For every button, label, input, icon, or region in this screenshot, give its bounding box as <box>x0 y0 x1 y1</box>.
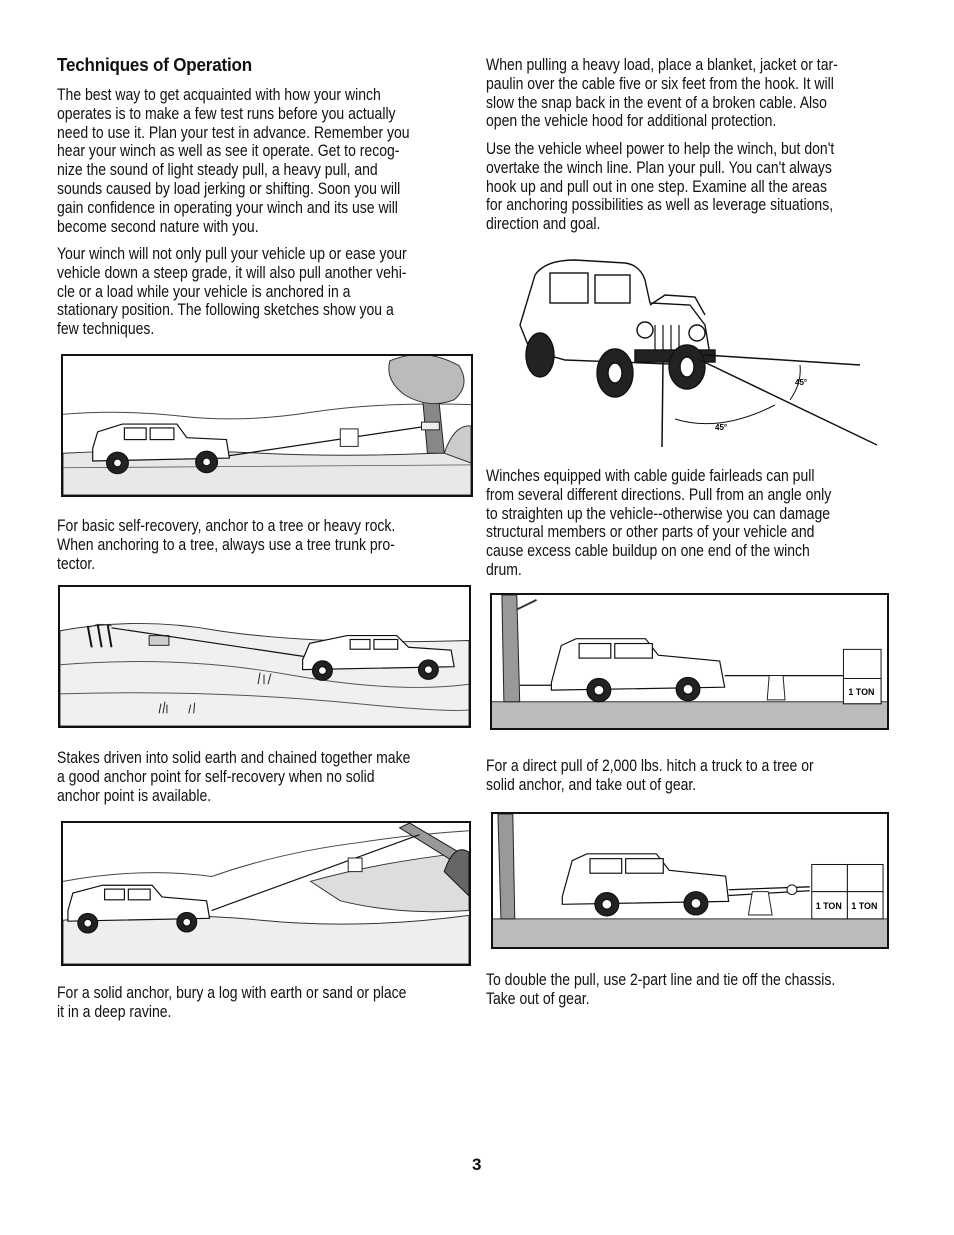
tree-anchor-caption: For basic self-recovery, anchor to a tree or heavy rock. When anchoring to a tree, always use a tree trunk pro- tector. <box>57 517 396 573</box>
stakes-anchor-illustration <box>58 585 471 728</box>
load-label-single: 1 TON <box>848 687 875 697</box>
double-pull-illustration <box>491 812 889 949</box>
double-pull-caption: To double the pull, use 2-part line and tie off the chassis. Take out of gear. <box>486 971 836 1008</box>
direct-pull-illustration <box>490 593 889 730</box>
page-number: 3 <box>472 1155 482 1174</box>
tree-anchor-illustration <box>61 354 473 497</box>
wheel-power-paragraph: Use the vehicle wheel power to help the winch, but don't overtake the winch line. Plan your pull. You can't always hook up and pull out in one step. Examine all the areas for anchoring possibilities as well as leverage situations, direction and goal. <box>486 140 835 234</box>
fairlead-paragraph: Winches equipped with cable guide fairleads can pull from several different directions. Pull from an angle only to straighten up the vehicle--otherwise you can damage structural members or other parts of your vehicle and cause excess cable buildup on one end of the winch drum. <box>486 467 832 579</box>
techniques-paragraph: Your winch will not only pull your vehicle up or ease your vehicle down a steep grade, it will also pull another vehi- cle or a load while your vehicle is anchored in a stationary position. The following sketches show you a few techniques. <box>57 245 407 339</box>
load-label-double-b: 1 TON <box>851 901 878 912</box>
stakes-anchor-caption: Stakes driven into solid earth and chained together make a good anchor point for self-recovery when no solid anchor point is available. <box>57 749 411 805</box>
buried-log-caption: For a solid anchor, bury a log with earth or sand or place it in a deep ravine. <box>57 984 407 1021</box>
angle-label-upper: 45° <box>795 378 808 387</box>
page-heading: Techniques of Operation <box>57 54 252 75</box>
heavy-load-paragraph: When pulling a heavy load, place a blanket, jacket or tar- paulin over the cable five or six feet from the hook. It will slow the snap back in the event of a broken cable. Also open the vehicle hood for additional protection. <box>486 56 838 131</box>
load-label-double-a: 1 TON <box>815 901 842 912</box>
direct-pull-caption: For a direct pull of 2,000 lbs. hitch a truck to a tree or solid anchor, and take out of gear. <box>486 757 814 794</box>
fairlead-angle-illustration <box>505 255 885 450</box>
angle-label-lower: 45° <box>715 423 728 432</box>
buried-log-illustration <box>61 821 471 966</box>
intro-paragraph: The best way to get acquainted with how your winch operates is to make a few test runs before you actually need to use it. Plan your test in advance. Remember you hear your winch as well as see it operate. Get to recog- nize the sound of light steady pull, a heavy pull, and sounds caused by load jerking or shifting. Soon you will gain confidence in operating your winch and its use will become second nature with you. <box>57 86 410 236</box>
